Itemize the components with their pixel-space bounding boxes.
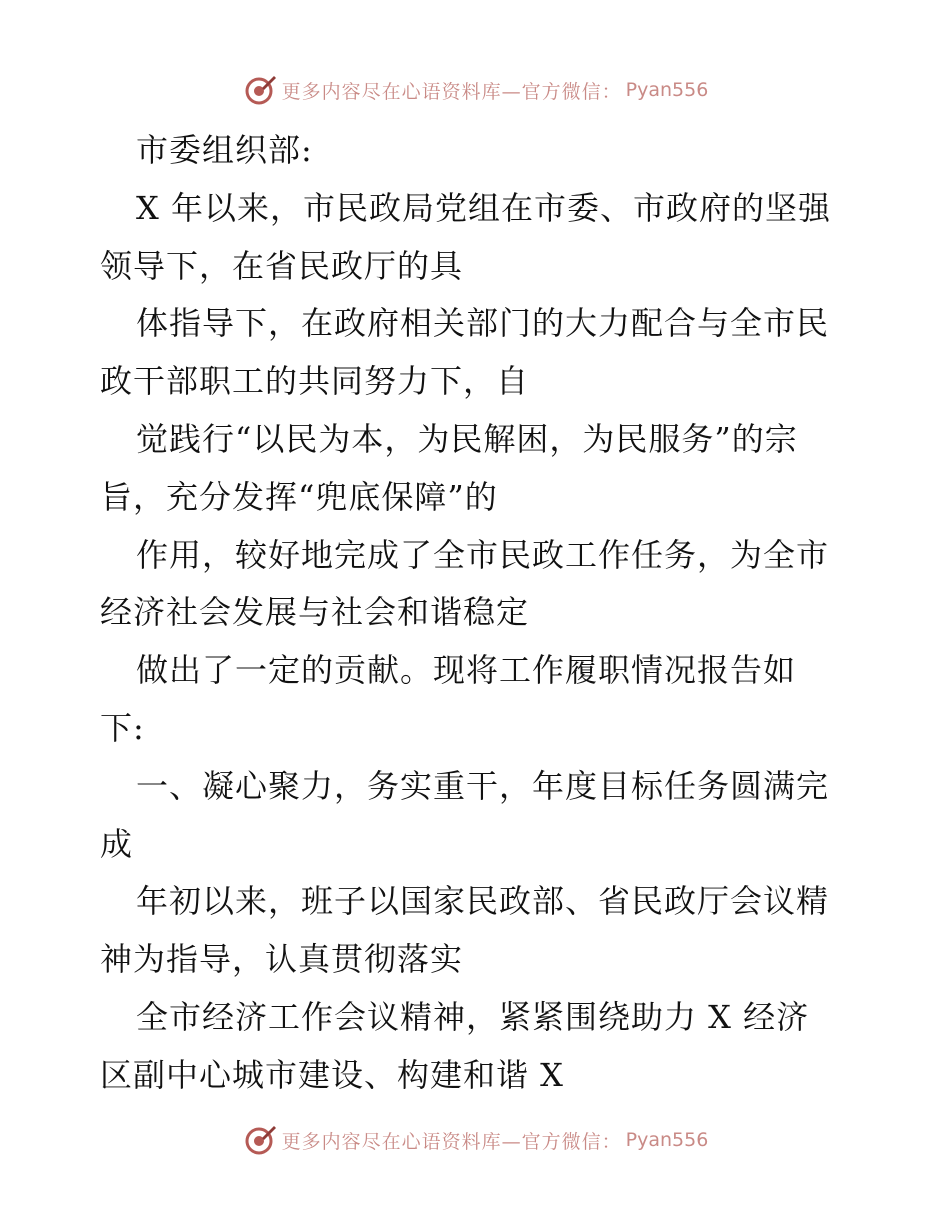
text-line: 政干部职工的共同努力下，自 bbox=[100, 362, 530, 401]
text-line: 神为指导，认真贯彻落实 bbox=[100, 940, 464, 979]
logo-icon bbox=[242, 1122, 278, 1158]
text-line: 成 bbox=[100, 824, 134, 863]
watermark-wechat-id: Pyan556 bbox=[625, 79, 709, 101]
watermark-text: 更多内容尽在心语资料库—官方微信： bbox=[281, 1130, 622, 1153]
header-watermark bbox=[0, 70, 950, 110]
text-line: 旨，充分发挥“兜底保障”的 bbox=[100, 477, 498, 516]
text-line: 下: bbox=[100, 708, 145, 747]
logo-icon bbox=[242, 72, 278, 108]
text-line: 区副中心城市建设、构建和谐 X bbox=[100, 1055, 564, 1094]
text-line: 全市经济工作会议精神，紧紧围绕助力 X 经济 bbox=[136, 997, 810, 1036]
text-line: 作用，较好地完成了全市民政工作任务，为全市 bbox=[136, 535, 830, 574]
text-line: 经济社会发展与社会和谐稳定 bbox=[100, 593, 530, 632]
text-line: 领导下，在省民政厅的具 bbox=[100, 246, 464, 285]
document-body bbox=[100, 122, 860, 1105]
text-line: 体指导下，在政府相关部门的大力配合与全市民 bbox=[136, 304, 830, 343]
text-line: 市委组织部: bbox=[136, 131, 313, 169]
text-line: 觉践行“以民为本，为民解困，为民服务”的宗 bbox=[136, 419, 798, 458]
text-line: 一、凝心聚力，务实重干，年度目标任务圆满完 bbox=[136, 766, 830, 805]
text-line: 做出了一定的贡献。现将工作履职情况报告如 bbox=[136, 651, 797, 690]
watermark-wechat-id: Pyan556 bbox=[625, 1129, 709, 1151]
text-line: 年初以来，班子以国家民政部、省民政厅会议精 bbox=[136, 882, 830, 921]
text-line: X 年以来，市民政局党组在市委、市政府的坚强 bbox=[136, 188, 831, 227]
watermark-text: 更多内容尽在心语资料库—官方微信： bbox=[281, 80, 622, 103]
footer-watermark bbox=[0, 1120, 950, 1160]
